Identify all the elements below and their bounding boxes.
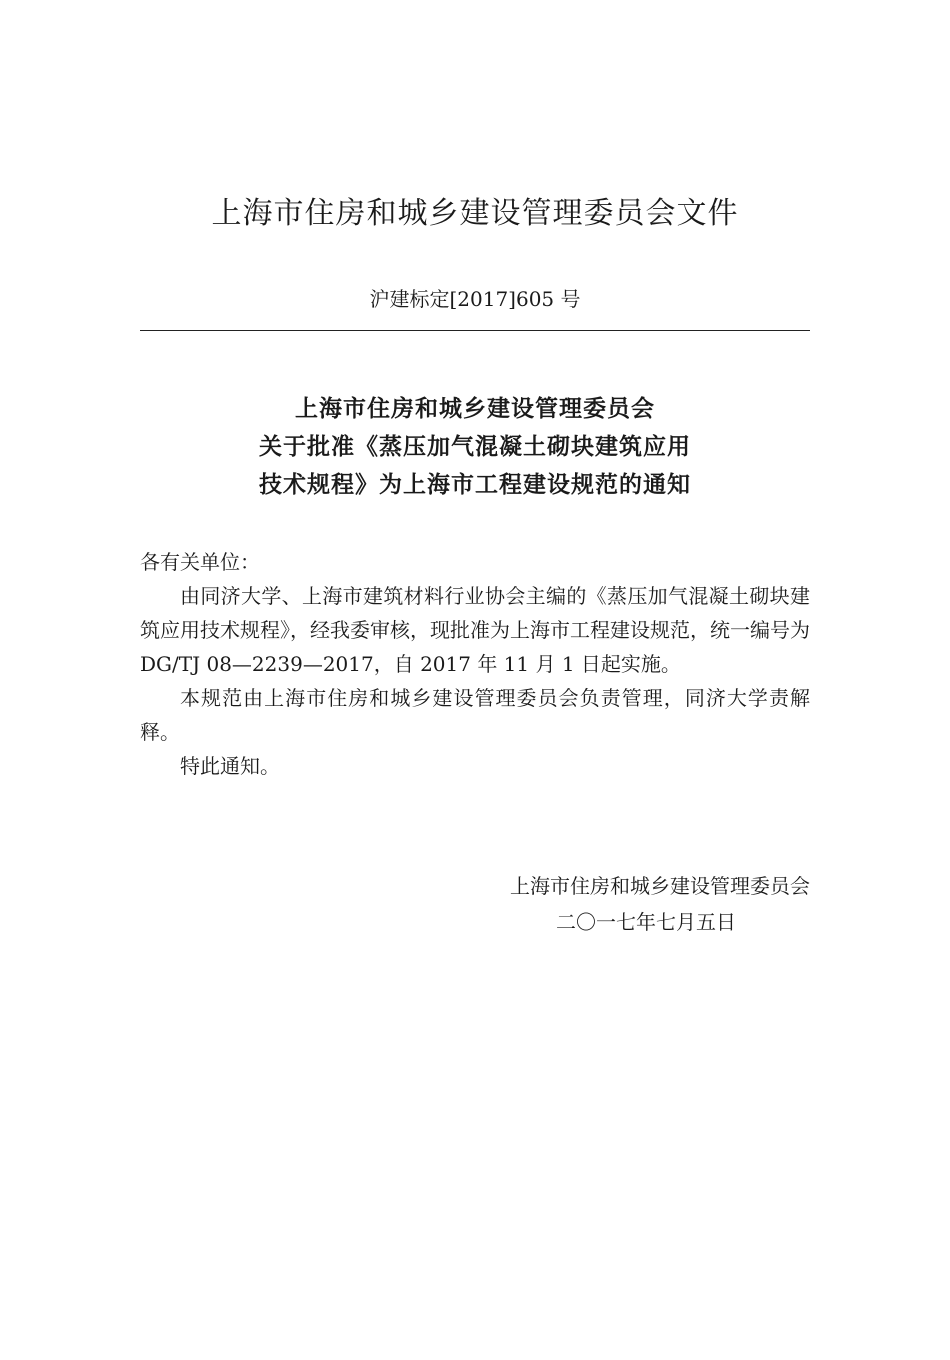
- notice-title-line: 上海市住房和城乡建设管理委员会: [295, 396, 655, 422]
- body-paragraph: 本规范由上海市住房和城乡建设管理委员会负责管理，同济大学责解释。: [140, 686, 810, 744]
- salutation: 各有关单位：: [140, 550, 260, 574]
- notice-title-line: 技术规程》为上海市工程建设规范的通知: [259, 472, 691, 498]
- document-header-title: 上海市住房和城乡建设管理委员会文件: [211, 196, 739, 231]
- notice-title: [0, 390, 950, 504]
- notice-title-line: 关于批准《蒸压加气混凝土砌块建筑应用: [259, 434, 691, 460]
- issue-date: 二〇一七年七月五日: [556, 910, 736, 934]
- header-divider: [140, 330, 810, 331]
- signature-block: [410, 868, 810, 940]
- body-paragraph: 由同济大学、上海市建筑材料行业协会主编的《蒸压加气混凝土砌块建筑应用技术规程》，经我委审核，现批准为上海市工程建设规范，统一编号为 DG/TJ 08—2239—2017，自 2017 年 11 月 1 日起实施。: [140, 584, 810, 676]
- document-number: 沪建标定[2017]605 号: [369, 287, 581, 311]
- notice-body: [140, 545, 810, 783]
- body-paragraph: 特此通知。: [180, 754, 280, 778]
- issuer-name: 上海市住房和城乡建设管理委员会: [510, 874, 810, 898]
